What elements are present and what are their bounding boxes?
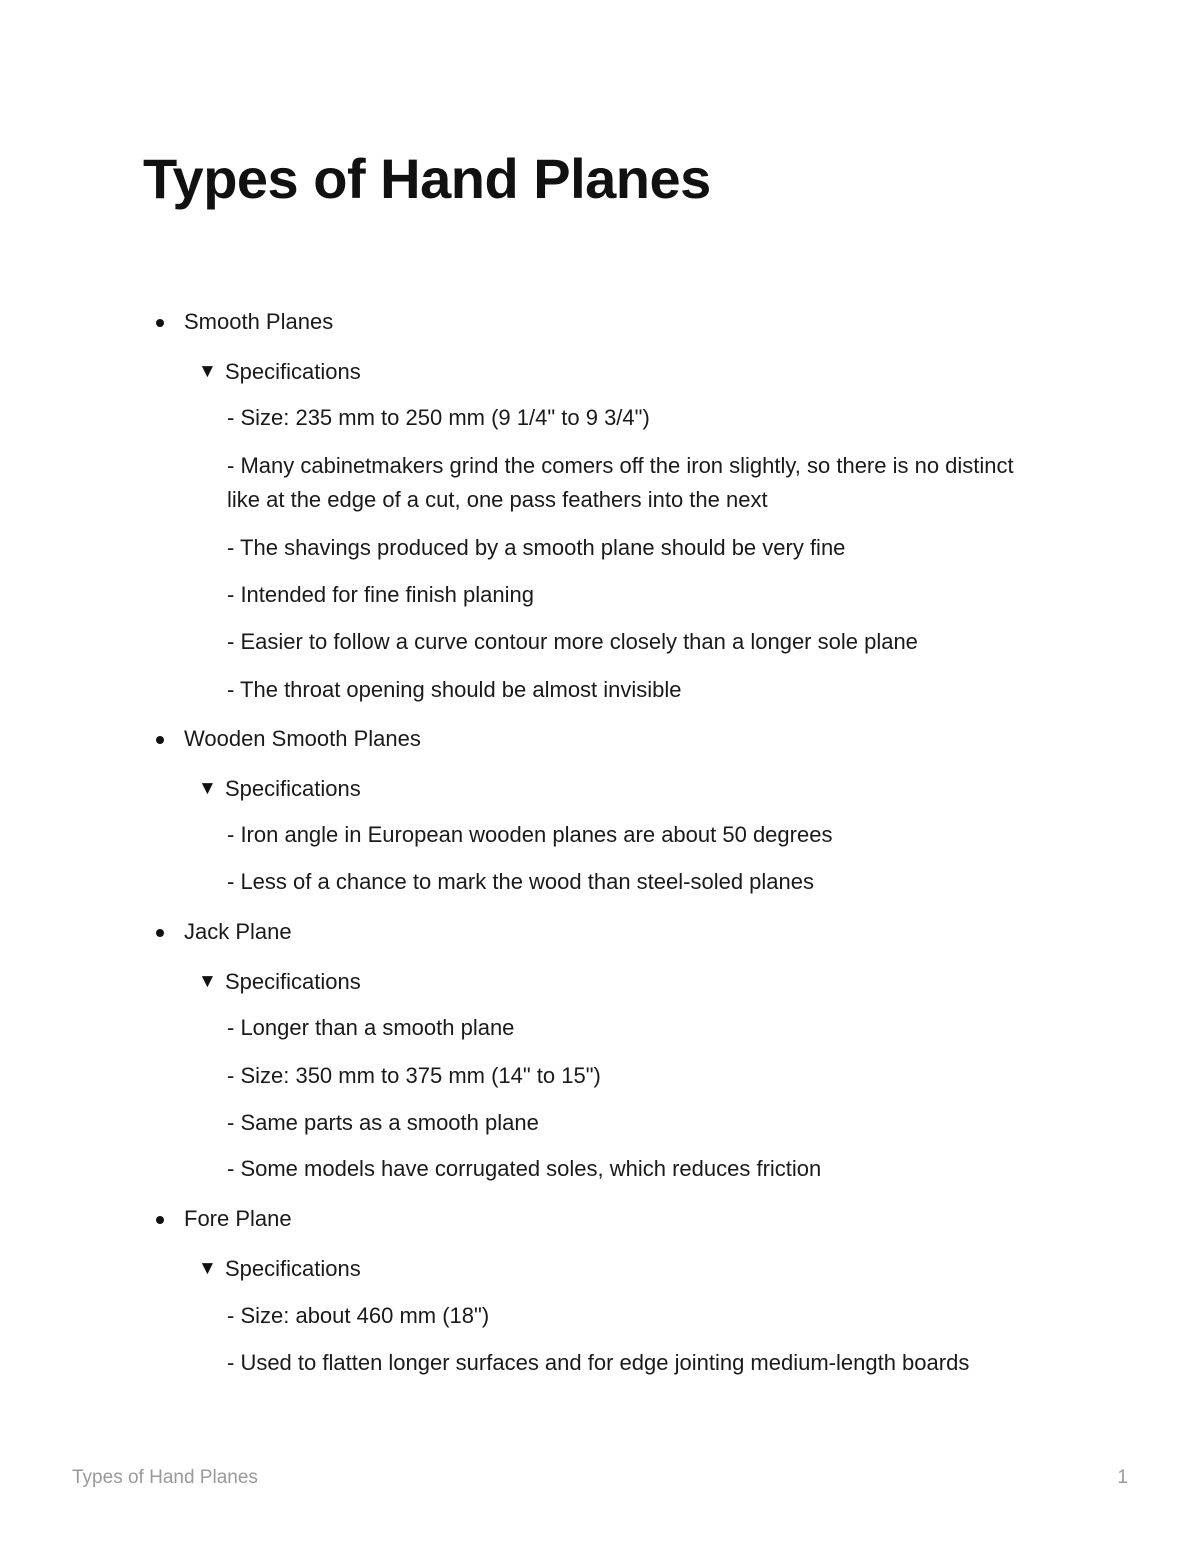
footer-title: Types of Hand Planes — [72, 1467, 258, 1488]
spec-line: - Used to flatten longer surfaces and for edge jointing medium-length boards — [227, 1350, 970, 1375]
list-item-label: Fore Plane — [184, 1206, 292, 1231]
toggle-label[interactable]: Specifications — [225, 776, 361, 801]
bullet-icon — [156, 736, 164, 744]
toggle-specifications[interactable] — [0, 1254, 1200, 1284]
list-item-smooth-planes — [0, 307, 1200, 337]
bullet-icon — [156, 1216, 164, 1224]
spec-line: - Many cabinetmakers grind the comers off the iron slightly, so there is no distinct like at the edge of a cut, one pass feathers into the next — [227, 453, 1014, 512]
toggle-triangle-icon[interactable]: ▼ — [198, 778, 217, 799]
spec-line: - Size: 235 mm to 250 mm (9 1/4" to 9 3/4") — [227, 405, 650, 430]
spec-line: - Intended for fine finish planing — [227, 582, 534, 607]
toggle-label[interactable]: Specifications — [225, 969, 361, 994]
list-item-jack-plane — [0, 917, 1200, 947]
list-item-wooden-smooth-planes — [0, 724, 1200, 754]
toggle-specifications[interactable] — [0, 357, 1200, 387]
spec-line: - Less of a chance to mark the wood than steel-soled planes — [227, 869, 815, 894]
list-item-label: Smooth Planes — [184, 309, 334, 334]
toggle-specifications[interactable] — [0, 967, 1200, 997]
toggle-label[interactable]: Specifications — [225, 1256, 361, 1281]
list-item-label: Wooden Smooth Planes — [184, 726, 421, 751]
spec-line: - Easier to follow a curve contour more closely than a longer sole plane — [227, 629, 918, 654]
spec-line: - Size: about 460 mm (18") — [227, 1303, 490, 1328]
bullet-icon — [156, 929, 164, 937]
spec-line: - The throat opening should be almost invisible — [227, 677, 682, 702]
spec-line: - Iron angle in European wooden planes are about 50 degrees — [227, 822, 833, 847]
list-item-label: Jack Plane — [184, 919, 292, 944]
spec-line: - Size: 350 mm to 375 mm (14" to 15") — [227, 1063, 601, 1088]
toggle-label[interactable]: Specifications — [225, 359, 361, 384]
toggle-specifications[interactable] — [0, 774, 1200, 804]
spec-line: - Same parts as a smooth plane — [227, 1110, 539, 1135]
bullet-icon — [156, 319, 164, 327]
toggle-triangle-icon[interactable]: ▼ — [198, 361, 217, 382]
list-item-fore-plane — [0, 1204, 1200, 1234]
toggle-triangle-icon[interactable]: ▼ — [198, 971, 217, 992]
page-number: 1 — [1117, 1467, 1128, 1488]
toggle-triangle-icon[interactable]: ▼ — [198, 1258, 217, 1279]
page-title: Types of Hand Planes — [143, 147, 711, 210]
spec-line: - Longer than a smooth plane — [227, 1015, 515, 1040]
spec-line: - Some models have corrugated soles, which reduces friction — [227, 1156, 822, 1181]
spec-line: - The shavings produced by a smooth plane should be very fine — [227, 535, 846, 560]
